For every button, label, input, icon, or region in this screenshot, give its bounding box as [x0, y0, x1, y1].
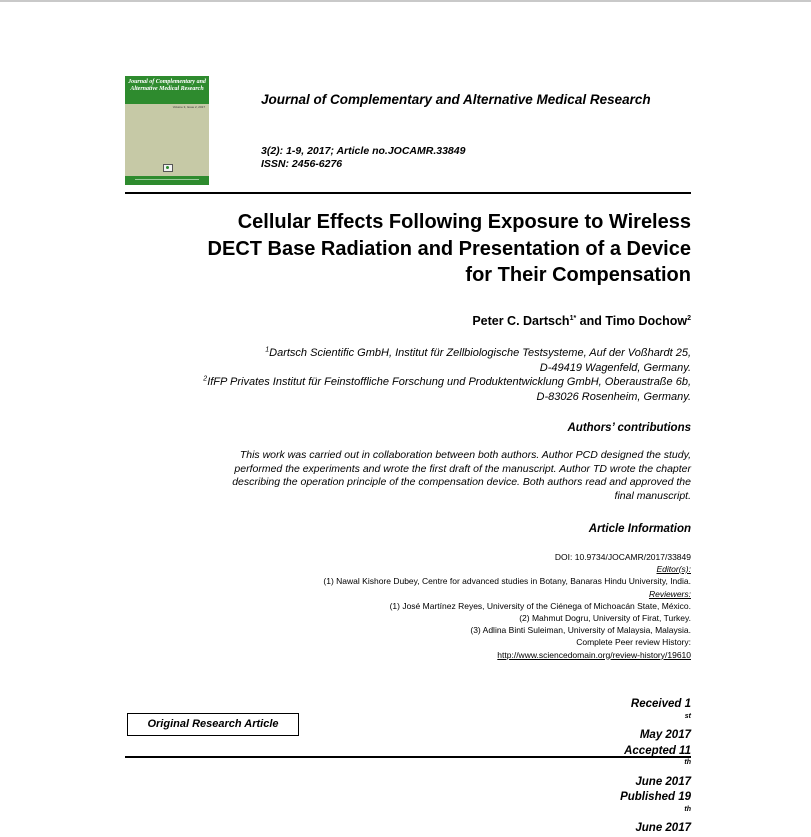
contributions-line: This work was carried out in collaboration between both authors. Author PCD designed the study,	[239, 449, 691, 461]
reviewer-entry: (3) Adlina Binti Suleiman, University of Malaysia, Malaysia.	[470, 625, 691, 636]
contributions-text	[125, 449, 691, 503]
affiliations	[125, 346, 691, 404]
author-affiliation-mark: 1*	[569, 314, 577, 322]
contributions-line: describing the operation principle of the compensation device. Both authors read and approved the	[232, 476, 691, 488]
article-title-line: Cellular Effects Following Exposure to Wireless	[237, 211, 691, 233]
article-title	[125, 209, 691, 289]
author-name: Peter C. Dartsch	[472, 314, 570, 328]
review-history-label: Complete Peer review History:	[576, 637, 691, 648]
reviewers-label: Reviewers:	[648, 588, 691, 599]
editor-entry: (1) Nawal Kishore Dubey, Centre for advanced studies in Botany, Banaras Hindu University, India.	[323, 576, 691, 587]
contributions-heading: Authors’ contributions	[567, 422, 691, 434]
article-dates	[430, 697, 691, 837]
article-info-heading: Article Information	[588, 523, 691, 535]
review-history	[125, 636, 691, 660]
publisher-logo-icon	[163, 164, 173, 172]
reviewer-entry: (1) José Martínez Reyes, University of the Ciénega of Michoacán State, México.	[389, 600, 691, 611]
journal-citation-block	[261, 145, 681, 171]
journal-title: Journal of Complementary and Alternative Medical Research	[261, 92, 651, 107]
article-info	[125, 551, 691, 661]
affiliation-line: $^1$Dartsch Scientific GmbH, Institut für Zellbiologische Testsysteme, Auf der Voßhardt 25,	[265, 346, 691, 359]
journal-citation: 3(2): 1-9, 2017; Article no.JOCAMR.33849	[261, 145, 466, 157]
page-top-border	[0, 0, 811, 2]
reviewer-entry: (2) Mahmut Dogru, University of Firat, Turkey.	[519, 613, 691, 624]
affiliation-line: D-49419 Wagenfeld, Germany.	[539, 361, 691, 374]
header-rule	[125, 192, 691, 194]
article-title-line: DECT Base Radiation and Presentation of a Device	[207, 237, 691, 260]
cover-footer-line	[135, 179, 199, 180]
article-type-badge: Original Research Article	[127, 713, 299, 736]
cover-meta: Volume 3, Issue 2, 2017	[172, 105, 205, 109]
cover-title: Journal of Complementary and Alternative Medical Research	[128, 79, 206, 92]
affiliation-line: $^2$IfFP Privates Institut für Feinstoffliche Forschung und Produktentwicklung GmbH, Oberaustraße 6b,	[203, 375, 691, 388]
journal-issn: ISSN: 2456-6276	[261, 158, 343, 170]
journal-cover-image	[125, 76, 209, 185]
affiliation-line: D-83026 Rosenheim, Germany.	[536, 390, 691, 403]
article-title-line: for Their Compensation	[465, 264, 691, 286]
author-list	[125, 313, 691, 329]
affiliation-mark: 1	[265, 346, 270, 354]
received-date: Received 1 $^{st}$ May 2017	[630, 698, 691, 741]
accepted-date: Accepted 11 $^{th}$ June 2017	[624, 744, 691, 788]
published-date: Published 19 $^{th}$ June 2017	[620, 791, 691, 834]
affiliation-mark: 2	[203, 375, 208, 383]
doi: DOI: 10.9734/JOCAMR/2017/33849	[554, 552, 691, 562]
author-name: and Timo Dochow	[576, 314, 688, 328]
contributions-line: performed the experiments and wrote the first draft of the manuscript. Author TD wrote the chapter	[234, 462, 691, 475]
footer-rule	[125, 756, 691, 758]
author-affiliation-mark: 2	[687, 314, 691, 322]
editors-label: Editor(s):	[656, 564, 691, 575]
review-history-link[interactable]: http://www.sciencedomain.org/review-history/19610	[497, 649, 691, 660]
contributions-line: final manuscript.	[614, 489, 691, 502]
